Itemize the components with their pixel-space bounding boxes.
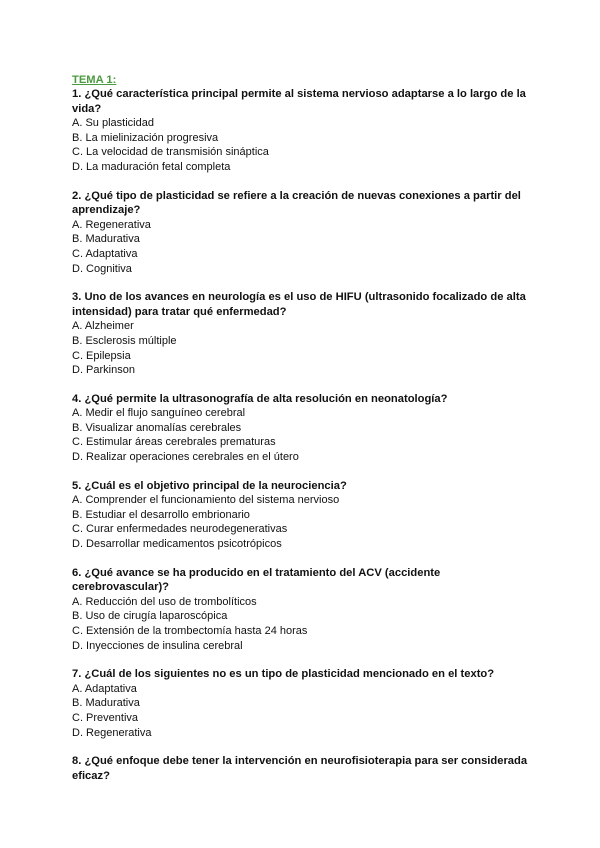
answer-option: C. Epilepsia bbox=[72, 349, 131, 362]
question-text: 7. ¿Cuál de los siguientes no es un tipo de plasticidad mencionado en el texto? bbox=[72, 668, 495, 681]
answer-option: D. Realizar operaciones cerebrales en el útero bbox=[72, 451, 299, 464]
question-6 bbox=[72, 566, 532, 654]
answer-option: A. Medir el flujo sanguíneo cerebral bbox=[72, 407, 246, 420]
question-4 bbox=[72, 392, 532, 465]
question-text: 3. Uno de los avances en neurología es el uso de HIFU (ultrasonido focalizado de alta intensidad) para tratar qué enfermedad? bbox=[72, 291, 526, 318]
answer-option: B. La mielinización progresiva bbox=[72, 131, 219, 144]
answer-option: A. Regenerativa bbox=[72, 218, 151, 231]
section-title: TEMA 1: bbox=[72, 74, 117, 86]
answer-option: C. Preventiva bbox=[72, 711, 139, 724]
answer-option: A. Comprender el funcionamiento del sistema nervioso bbox=[72, 494, 340, 507]
question-text: 1. ¿Qué característica principal permite al sistema nervioso adaptarse a lo largo de la vida? bbox=[72, 88, 526, 115]
answer-option: D. Desarrollar medicamentos psicotrópicos bbox=[72, 538, 282, 551]
quiz-content bbox=[72, 73, 532, 797]
answer-option: B. Madurativa bbox=[72, 697, 140, 710]
answer-option: C. Extensión de la trombectomía hasta 24 horas bbox=[72, 625, 308, 637]
answer-option: A. Reducción del uso de trombolíticos bbox=[72, 595, 257, 608]
answer-option: C. Adaptativa bbox=[72, 247, 138, 260]
answer-option: D. La maduración fetal completa bbox=[72, 160, 231, 173]
answer-option: D. Cognitiva bbox=[72, 262, 132, 275]
question-5 bbox=[72, 479, 532, 552]
question-list bbox=[72, 87, 532, 783]
answer-option: A. Su plasticidad bbox=[72, 117, 154, 130]
answer-option: D. Parkinson bbox=[72, 364, 135, 377]
question-text: 5. ¿Cuál es el objetivo principal de la neurociencia? bbox=[72, 479, 347, 492]
question-1 bbox=[72, 87, 532, 175]
question-7 bbox=[72, 667, 532, 740]
answer-option: C. La velocidad de transmisión sináptica bbox=[72, 146, 269, 159]
question-text: 6. ¿Qué avance se ha producido en el tratamiento del ACV (accidente cerebrovascular)? bbox=[72, 566, 441, 594]
answer-option: D. Inyecciones de insulina cerebral bbox=[72, 639, 243, 652]
answer-option: B. Esclerosis múltiple bbox=[72, 334, 177, 347]
answer-option: A. Adaptativa bbox=[72, 682, 137, 695]
answer-option: C. Curar enfermedades neurodegenerativas bbox=[72, 523, 288, 536]
answer-option: D. Regenerativa bbox=[72, 726, 152, 739]
answer-option: B. Estudiar el desarrollo embrionario bbox=[72, 508, 250, 521]
question-8 bbox=[72, 754, 532, 783]
answer-option: C. Estimular áreas cerebrales prematuras bbox=[72, 436, 276, 449]
question-2 bbox=[72, 189, 532, 277]
answer-option: A. Alzheimer bbox=[72, 320, 134, 333]
answer-option: B. Visualizar anomalías cerebrales bbox=[72, 421, 242, 434]
answer-option: B. Uso de cirugía laparoscópica bbox=[72, 610, 228, 623]
question-text: 4. ¿Qué permite la ultrasonografía de alta resolución en neonatología? bbox=[72, 392, 448, 405]
question-3 bbox=[72, 290, 532, 378]
question-text: 2. ¿Qué tipo de plasticidad se refiere a la creación de nuevas conexiones a partir del aprendizaje? bbox=[72, 189, 521, 217]
answer-option: B. Madurativa bbox=[72, 233, 140, 246]
question-text: 8. ¿Qué enfoque debe tener la intervención en neurofisioterapia para ser considerada eficaz? bbox=[72, 755, 528, 782]
